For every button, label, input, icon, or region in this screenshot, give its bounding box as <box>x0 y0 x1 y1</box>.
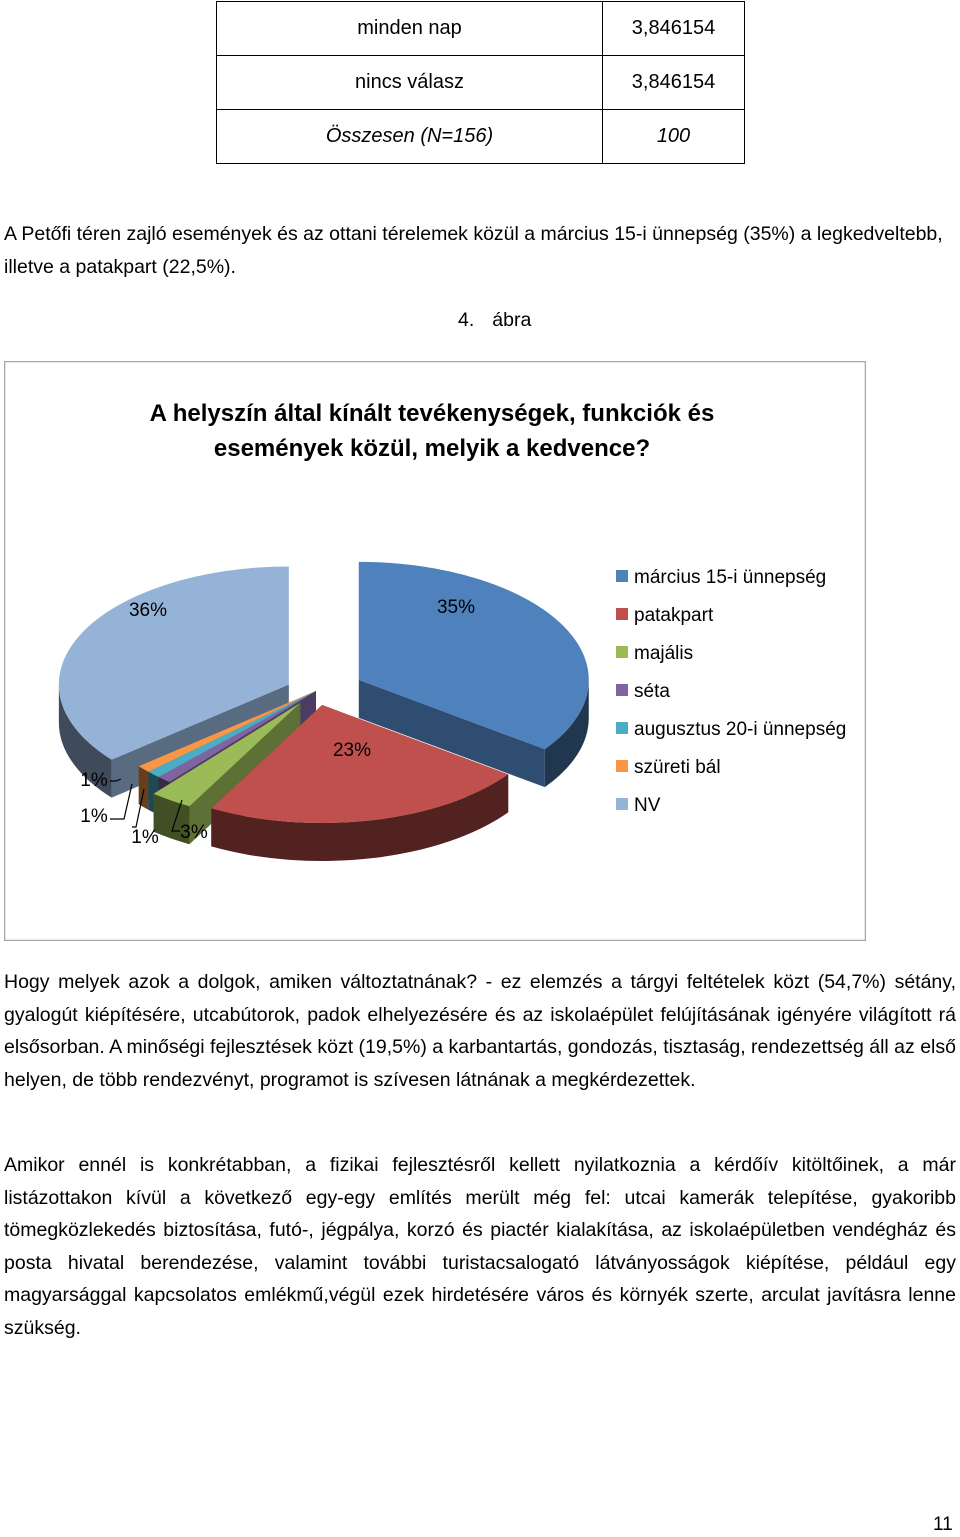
chart-title-line-2: események közül, melyik a kedvence? <box>213 435 651 462</box>
legend-entry: séta <box>634 681 670 702</box>
table-cell-value: 3,846154 <box>603 56 745 110</box>
analysis-paragraph: Hogy melyek azok a dolgok, amiken változtatnának? - ez elemzés a tárgyi feltételek közt (54,7%) sétány, gyalogút kiépítésére, utcabútorok, padok elhelyezésére és az iskolaépület felújításának igényére világított rá elsősorban. A minőségi fejlesztések közt (19,5%) a karbantartás, gondozás, tisztaság, rendezettség áll az első helyen, de több rendezvényt, programot is szívesen látnának a megkérdezettek. <box>4 971 956 1091</box>
legend-swatch <box>616 684 628 696</box>
legend-entry: augusztus 20-i ünnepség <box>634 719 847 740</box>
legend-swatch <box>616 760 628 772</box>
legend-swatch <box>616 722 628 734</box>
legend-entry: majális <box>634 643 694 664</box>
page-number: 11 <box>933 1514 953 1535</box>
slice-side <box>139 766 149 810</box>
chart-title-line-1: A helyszín által kínált tevékenységek, funkciók és <box>149 400 715 427</box>
table-total-value: 100 <box>603 110 745 164</box>
table-cell-value: 3,846154 <box>603 2 745 56</box>
data-label: 23% <box>332 740 372 761</box>
legend-swatch <box>616 798 628 810</box>
legend-entry: március 15-i ünnepség <box>634 567 827 588</box>
legend-entry: szüreti bál <box>634 757 721 778</box>
figure-caption <box>458 304 531 336</box>
data-label: 35% <box>436 597 476 618</box>
figure-label: ábra <box>492 309 532 331</box>
pie-chart <box>4 361 866 941</box>
table-cell-label: nincs válasz <box>217 56 603 110</box>
table-total-row <box>217 110 745 164</box>
legend-swatch <box>616 646 628 658</box>
legend-entry: NV <box>634 795 661 816</box>
legend-swatch <box>616 608 628 620</box>
table-row <box>217 2 745 56</box>
table-total-label: Összesen (N=156) <box>217 110 603 164</box>
development-paragraph: Amikor ennél is konkrétabban, a fizikai fejlesztésről kellett nyilatkoznia a kérdőív kitöltőinek, a már listázottakon kívül a következő egy-egy említés merült még fel: utcai kamerák telepítése, gyakoribb tömegközlekedés biztosítása, futó-, jégpálya, korzó és piactér kialakítása, az iskolaépületben vendégház és posta hivatal berendezése, valamint további turistacsalogató látványosságok kiépítése, például egy magyarsággal kapcsolatos emlékmű,végül ezek hirdetésére város és környék szerte, arculat javításra lenne szükség. <box>4 1154 956 1339</box>
figure-number: 4. <box>458 309 475 331</box>
stats-table <box>216 1 745 164</box>
table-cell-label: minden nap <box>217 2 603 56</box>
data-label: 1% <box>80 770 108 791</box>
table-row <box>217 56 745 110</box>
data-label: 1% <box>131 827 159 848</box>
data-label: 3% <box>180 822 208 843</box>
data-label: 36% <box>128 600 168 621</box>
legend-entry: patakpart <box>634 605 714 626</box>
data-label: 1% <box>80 806 108 827</box>
legend-swatch <box>616 570 628 582</box>
intro-paragraph: A Petőfi téren zajló események és az ottani térelemek közül a március 15-i ünnepség (35%) a legkedveltebb, illetve a patakpart (22,5%). <box>4 223 943 278</box>
